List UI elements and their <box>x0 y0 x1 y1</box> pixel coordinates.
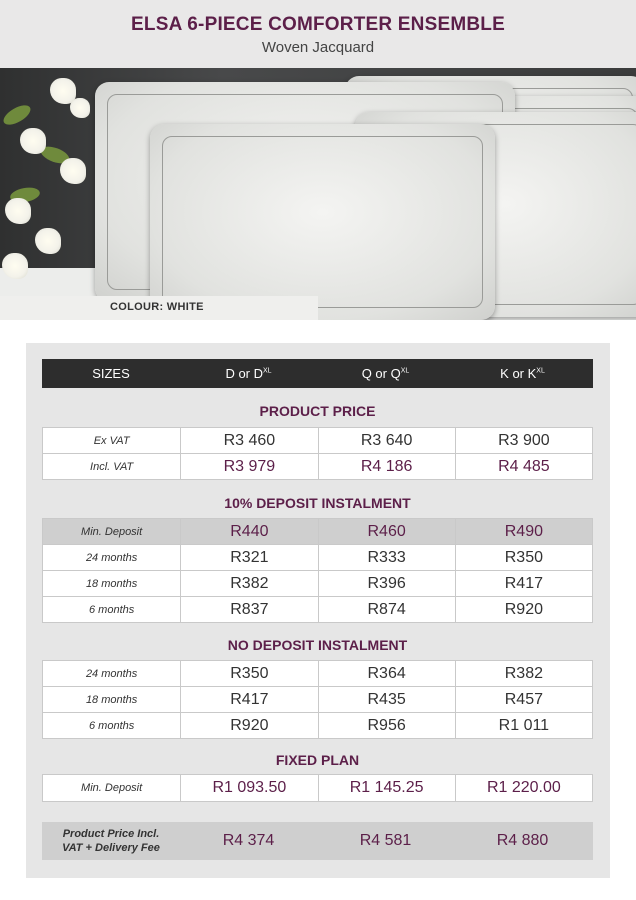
total-queen: R4 581 <box>359 832 412 849</box>
size-queen-header: Q or $Q^{XL}$ <box>361 366 410 381</box>
table-row: Min. Deposit R440 R460 R490 <box>42 519 593 545</box>
product-price-table <box>42 427 593 480</box>
colour-label: COLOUR: WHITE <box>110 301 204 313</box>
no-deposit-instalment-table <box>42 660 593 739</box>
deposit-instalment-table <box>42 518 593 623</box>
size-king-header: K or $K^{XL}$ <box>500 366 545 381</box>
table-row: 6 months R837 R874 R920 <box>42 597 593 623</box>
fixed-plan-table <box>42 774 593 802</box>
product-photo <box>0 68 636 320</box>
product-subtitle: Woven Jacquard <box>261 39 375 56</box>
table-row: Incl. VAT R3 979 R4 186 R4 485 <box>42 454 593 480</box>
pricing-panel <box>26 343 610 878</box>
table-row: 18 months R382 R396 R417 <box>42 571 593 597</box>
product-price-title: PRODUCT PRICE <box>259 403 376 419</box>
table-row: 24 months R350 R364 R382 <box>42 661 593 687</box>
product-title: ELSA 6-PIECE COMFORTER ENSEMBLE <box>131 14 505 35</box>
table-row: Min. Deposit R1 093.50 R1 145.25 R1 220.00 <box>42 775 593 802</box>
colour-label-bar <box>0 296 318 320</box>
page-header <box>0 0 636 68</box>
no-deposit-instalment-title: NO DEPOSIT INSTALMENT <box>227 637 408 653</box>
total-king: R4 880 <box>496 832 549 849</box>
total-price-label: Product Price Incl. VAT + Delivery Fee <box>62 828 160 854</box>
total-double: R4 374 <box>222 832 275 849</box>
orchid-decoration <box>0 68 100 320</box>
total-price-row <box>42 822 593 860</box>
fixed-plan-title: FIXED PLAN <box>275 752 360 768</box>
sizes-header-row <box>42 359 593 388</box>
table-row: 18 months R417 R435 R457 <box>42 687 593 713</box>
deposit-instalment-title: 10% DEPOSIT INSTALMENT <box>224 495 411 511</box>
sizes-header: SIZES <box>92 366 130 381</box>
table-row: Ex VAT R3 460 R3 640 R3 900 <box>42 428 593 454</box>
table-row: 24 months R321 R333 R350 <box>42 545 593 571</box>
size-double-header: D or $D^{XL}$ <box>225 366 272 381</box>
table-row: 6 months R920 R956 R1 011 <box>42 713 593 739</box>
